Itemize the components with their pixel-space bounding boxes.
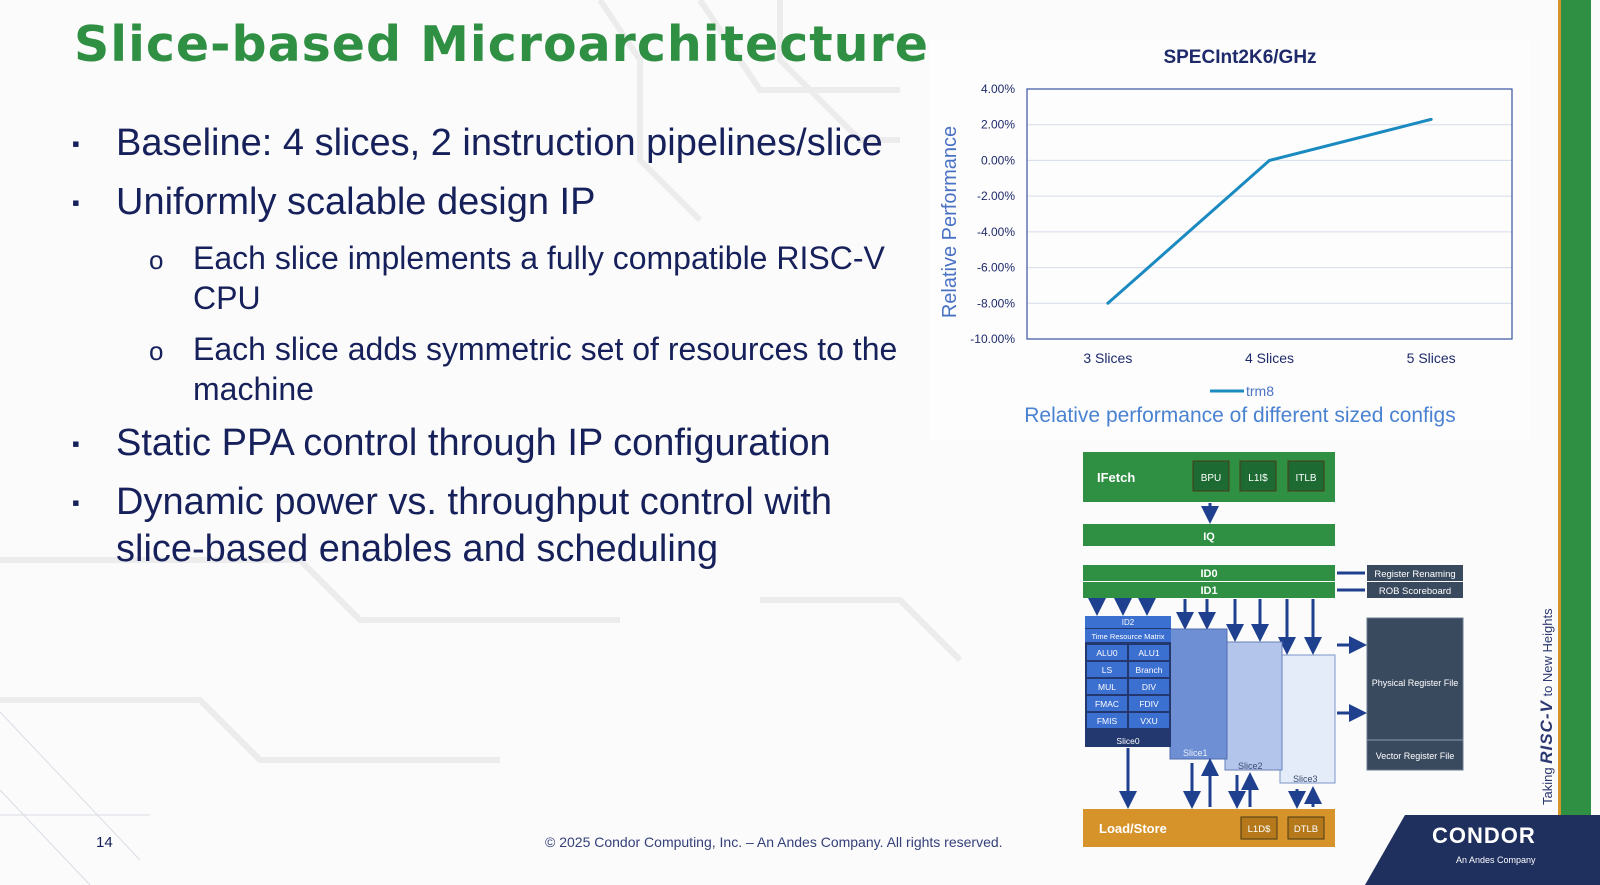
execution-unit-label: MUL (1098, 682, 1116, 692)
brand-side-bar (1558, 0, 1591, 815)
tagline-brand: RISC-V (1537, 700, 1556, 764)
loadstore-label: Load/Store (1099, 821, 1167, 836)
bpu-label: BPU (1200, 473, 1222, 484)
tagline-pre: Taking (1540, 767, 1555, 805)
bullet-marker: ▪ (72, 190, 80, 215)
brand-tagline (1537, 608, 1557, 805)
trm-label: Time Resource Matrix (1091, 632, 1165, 641)
y-axis-label: Relative Performance (939, 125, 961, 319)
x-tick-label: 4 Slices (1244, 350, 1295, 366)
bullet-text: Dynamic power vs. throughput control with slice-based enables and scheduling (116, 481, 832, 570)
copyright-footer: © 2025 Condor Computing, Inc. – An Andes Company. All rights reserved. (545, 834, 1003, 850)
bullet-text: Uniformly scalable design IP (116, 181, 596, 223)
physical-register-file-label: Physical Register File (1371, 678, 1459, 688)
bullet-marker: ▪ (72, 490, 80, 515)
slide-title: Slice-based Microarchitecture (74, 16, 929, 73)
company-logo-subtitle: An Andes Company (1456, 855, 1536, 865)
bullet-list (72, 120, 922, 585)
y-tick-label: -4.00% (976, 224, 1015, 239)
bullet-item (72, 479, 922, 573)
y-tick-label: -2.00% (976, 189, 1015, 204)
id2-label: ID2 (1121, 618, 1135, 627)
bullet-item (72, 179, 922, 226)
execution-unit-label: FMAC (1094, 699, 1120, 709)
slice3-block (1280, 655, 1335, 783)
sub-bullet-marker: o (149, 245, 164, 275)
company-logo: CONDOR (1432, 823, 1536, 848)
execution-unit-label: ALU1 (1138, 648, 1160, 658)
sub-bullet-item (72, 238, 922, 318)
slice0-label: Slice0 (1116, 736, 1140, 746)
register-renaming-label: Register Renaming (1374, 569, 1456, 580)
l1i-cache-label: L1I$ (1248, 473, 1268, 484)
slice2-block (1225, 642, 1282, 770)
chart-title: SPECInt2K6/GHz (1163, 47, 1317, 68)
vector-register-file-label: Vector Register File (1375, 751, 1455, 761)
slice2-label: Slice2 (1238, 761, 1263, 771)
bullet-marker: ▪ (72, 131, 80, 156)
y-tick-label: 0.00% (980, 153, 1015, 168)
ifetch-label: IFetch (1097, 470, 1136, 485)
execution-unit-label: ALU0 (1096, 648, 1118, 658)
l1d-cache-label: L1D$ (1247, 824, 1271, 835)
bullet-item (72, 120, 922, 167)
bullet-item (72, 420, 922, 467)
x-tick-label: 3 Slices (1083, 350, 1133, 366)
y-tick-label: -8.00% (976, 296, 1015, 311)
iq-label: IQ (1203, 531, 1215, 543)
id0-label: ID0 (1200, 568, 1218, 580)
data-point (1106, 302, 1109, 305)
sub-bullet-item (72, 329, 922, 409)
bullet-text: Baseline: 4 slices, 2 instruction pipelines/slice (116, 122, 883, 164)
microarchitecture-diagram (1075, 445, 1495, 855)
y-tick-label: -10.00% (970, 332, 1015, 346)
y-tick-label: 2.00% (980, 117, 1015, 132)
data-point (1430, 118, 1433, 121)
performance-line-chart (930, 40, 1530, 440)
tagline-post: to New Heights (1540, 608, 1555, 697)
execution-unit-label: DIV (1141, 682, 1157, 692)
itlb-label: ITLB (1295, 473, 1317, 484)
bullet-marker: ▪ (72, 431, 80, 456)
sub-bullet-text: Each slice adds symmetric set of resources to the machine (193, 331, 898, 407)
y-tick-label: -6.00% (976, 260, 1015, 275)
y-tick-label: 4.00% (980, 82, 1015, 96)
page-number: 14 (96, 834, 113, 851)
execution-unit-label: Branch (1135, 665, 1163, 675)
execution-unit-label: FDIV (1139, 699, 1159, 709)
slice1-block (1170, 629, 1227, 759)
execution-unit-label: FMIS (1096, 716, 1118, 726)
sub-bullet-marker: o (149, 336, 164, 366)
id1-label: ID1 (1200, 585, 1218, 597)
register-file-block (1367, 618, 1463, 770)
legend-label: trm8 (1246, 383, 1274, 399)
execution-unit-label: LS (1101, 665, 1113, 675)
slice1-label: Slice1 (1183, 748, 1208, 758)
execution-unit-label: VXU (1140, 716, 1158, 726)
slice3-label: Slice3 (1293, 774, 1318, 784)
data-point (1268, 159, 1271, 162)
x-tick-label: 5 Slices (1406, 350, 1456, 366)
sub-bullet-text: Each slice implements a fully compatible RISC-V CPU (193, 240, 885, 316)
chart-background (930, 40, 1530, 440)
dtlb-label: DTLB (1293, 824, 1319, 835)
bullet-text: Static PPA control through IP configuration (116, 422, 831, 464)
rob-scoreboard-label: ROB Scoreboard (1378, 586, 1452, 597)
chart-caption: Relative performance of different sized configs (1024, 404, 1456, 427)
